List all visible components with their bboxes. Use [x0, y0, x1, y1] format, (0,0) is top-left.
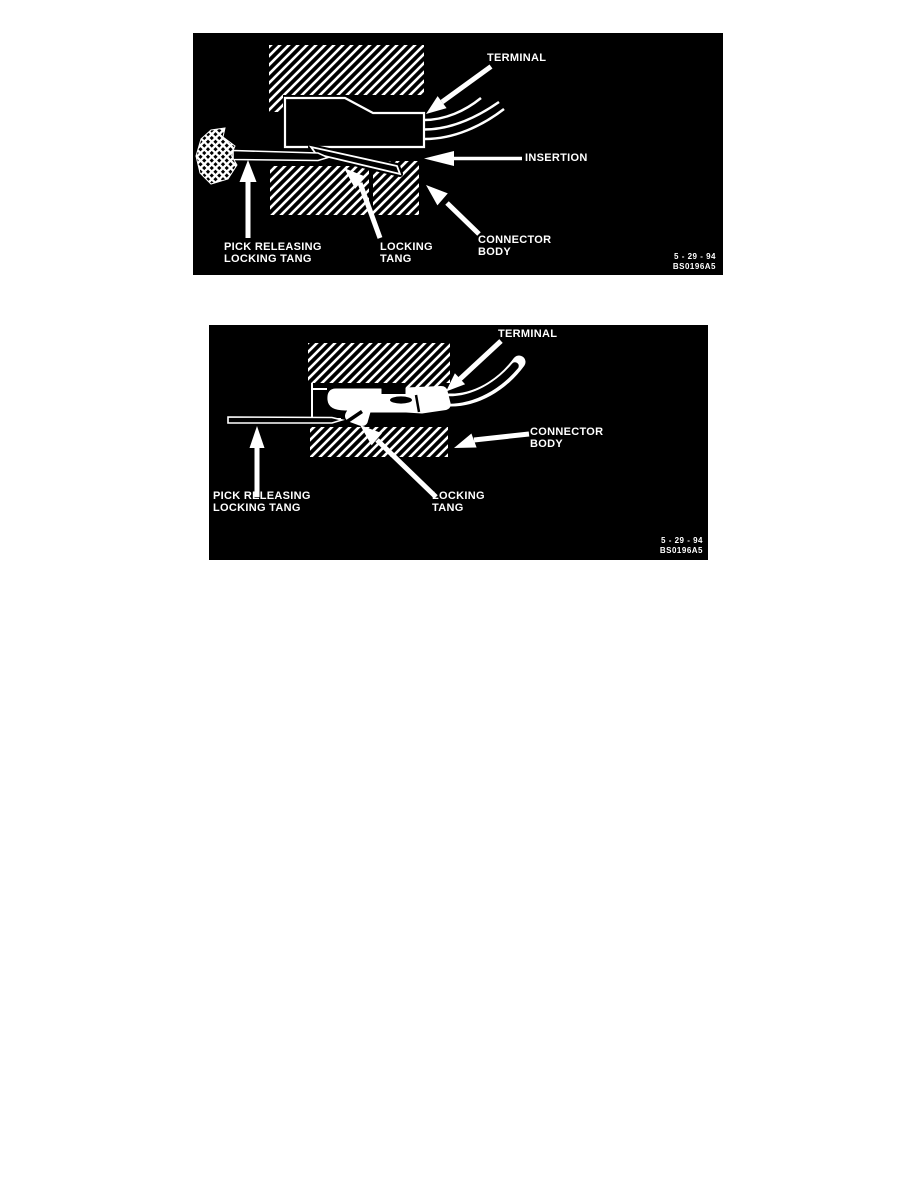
figure-stamp	[660, 536, 703, 555]
diagram-tang-release	[209, 325, 708, 560]
stamp-code: BS0196A5	[659, 545, 703, 555]
insertion-label: INSERTION	[525, 152, 588, 164]
pick-releasing-label: PICK RELEASING LOCKING TANG	[224, 241, 322, 265]
diagram-insertion	[193, 33, 723, 275]
terminal-label: TERMINAL	[498, 328, 558, 340]
figure-tang-release	[209, 325, 708, 560]
locking-tang-label: LOCKING TANG	[432, 490, 485, 514]
terminal-hole	[390, 396, 412, 403]
figure-terminal-insertion	[193, 33, 723, 275]
insertion-arrow	[424, 151, 522, 166]
terminal-label: TERMINAL	[487, 52, 547, 64]
locking-tang-label: LOCKING TANG	[380, 241, 433, 265]
stamp-date: 5 - 29 - 94	[661, 536, 703, 545]
connector-body-arrow	[426, 185, 479, 234]
pick-releasing-label: PICK RELEASING LOCKING TANG	[213, 490, 311, 514]
terminal-arrow	[426, 67, 491, 115]
connector-body-arrow	[454, 434, 529, 449]
connector-body-label: CONNECTOR BODY	[530, 426, 604, 450]
connector-body-upper-half	[308, 343, 450, 391]
stamp-code: BS0196A5	[672, 261, 716, 271]
pick-tool	[228, 417, 342, 423]
terminal-shape	[328, 387, 450, 426]
connector-body-label: CONNECTOR BODY	[478, 234, 552, 258]
terminal-shape	[285, 98, 424, 147]
pick-handle	[196, 128, 237, 184]
pick-arrow	[240, 160, 257, 238]
figure-stamp	[673, 252, 716, 271]
pick-shaft	[228, 417, 342, 423]
pick-arrow	[250, 426, 265, 497]
stamp-date: 5 - 29 - 94	[674, 252, 716, 261]
